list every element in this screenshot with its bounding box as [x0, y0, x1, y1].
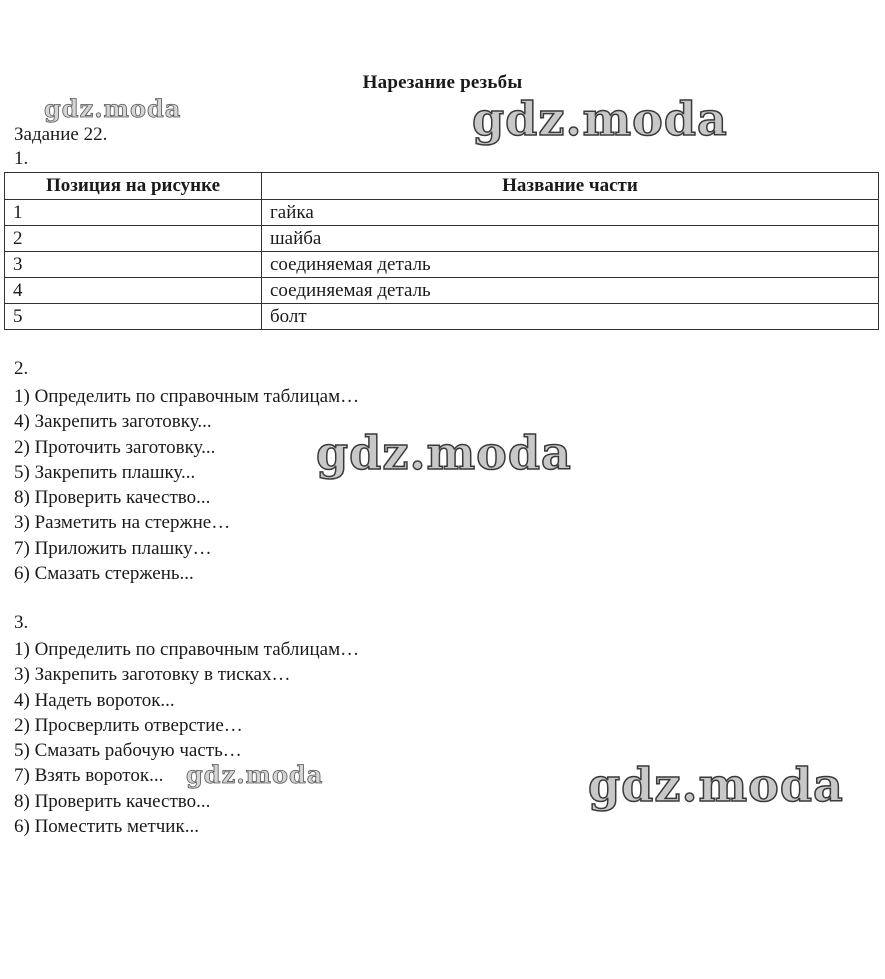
- watermark: gdz.moda: [44, 94, 182, 123]
- list-item: 6) Смазать стержень...: [14, 563, 194, 585]
- section-2-steps: [14, 384, 359, 586]
- table-header-row: [5, 173, 879, 200]
- list-item: 7) Взять вороток...: [14, 765, 164, 787]
- list-item: 5) Смазать рабочую часть…: [14, 740, 242, 762]
- list-item: 3) Закрепить заготовку в тисках…: [14, 664, 291, 686]
- section-2-number: 2.: [14, 358, 29, 379]
- header-part-name: Название части: [262, 173, 879, 200]
- watermark: gdz.moda: [316, 426, 572, 480]
- cell-position: 1: [5, 200, 262, 226]
- table-row: [5, 226, 879, 252]
- list-item: 4) Закрепить заготовку...: [14, 411, 212, 433]
- watermark: gdz.moda: [588, 758, 844, 812]
- cell-part-name: болт: [262, 304, 879, 330]
- watermark: gdz.moda: [472, 92, 728, 146]
- cell-part-name: гайка: [262, 200, 879, 226]
- table-row: [5, 252, 879, 278]
- section-3-number: 3.: [14, 612, 29, 633]
- cell-position: 3: [5, 252, 262, 278]
- header-position: Позиция на рисунке: [5, 173, 262, 200]
- table-row: [5, 200, 879, 226]
- list-item: 6) Поместить метчик...: [14, 816, 199, 838]
- list-item: 7) Приложить плашку…: [14, 537, 212, 559]
- section-1-number: 1.: [14, 148, 29, 169]
- list-item: 1) Определить по справочным таблицам…: [14, 386, 360, 407]
- watermark: gdz.moda: [186, 760, 324, 789]
- list-item: 8) Проверить качество...: [14, 790, 211, 812]
- list-item: 4) Надеть вороток...: [14, 689, 175, 711]
- table-row: [5, 278, 879, 304]
- cell-position: 2: [5, 226, 262, 252]
- cell-position: 5: [5, 304, 262, 330]
- task-label: Задание 22.: [14, 124, 108, 145]
- list-item: 1) Определить по справочным таблицам…: [14, 639, 360, 660]
- list-item: 3) Разметить на стержне…: [14, 512, 231, 534]
- document-title: Нарезание резьбы: [362, 72, 523, 93]
- cell-part-name: шайба: [262, 226, 879, 252]
- parts-table: [4, 172, 879, 330]
- list-item: 5) Закрепить плашку...: [14, 461, 196, 483]
- cell-position: 4: [5, 278, 262, 304]
- list-item: 8) Проверить качество...: [14, 487, 211, 509]
- list-item: 2) Проточить заготовку...: [14, 436, 216, 458]
- list-item: 2) Просверлить отверстие…: [14, 714, 243, 736]
- cell-part-name: соединяемая деталь: [262, 278, 879, 304]
- cell-part-name: соединяемая деталь: [262, 252, 879, 278]
- section-3-steps: [14, 637, 359, 839]
- table-row: [5, 304, 879, 330]
